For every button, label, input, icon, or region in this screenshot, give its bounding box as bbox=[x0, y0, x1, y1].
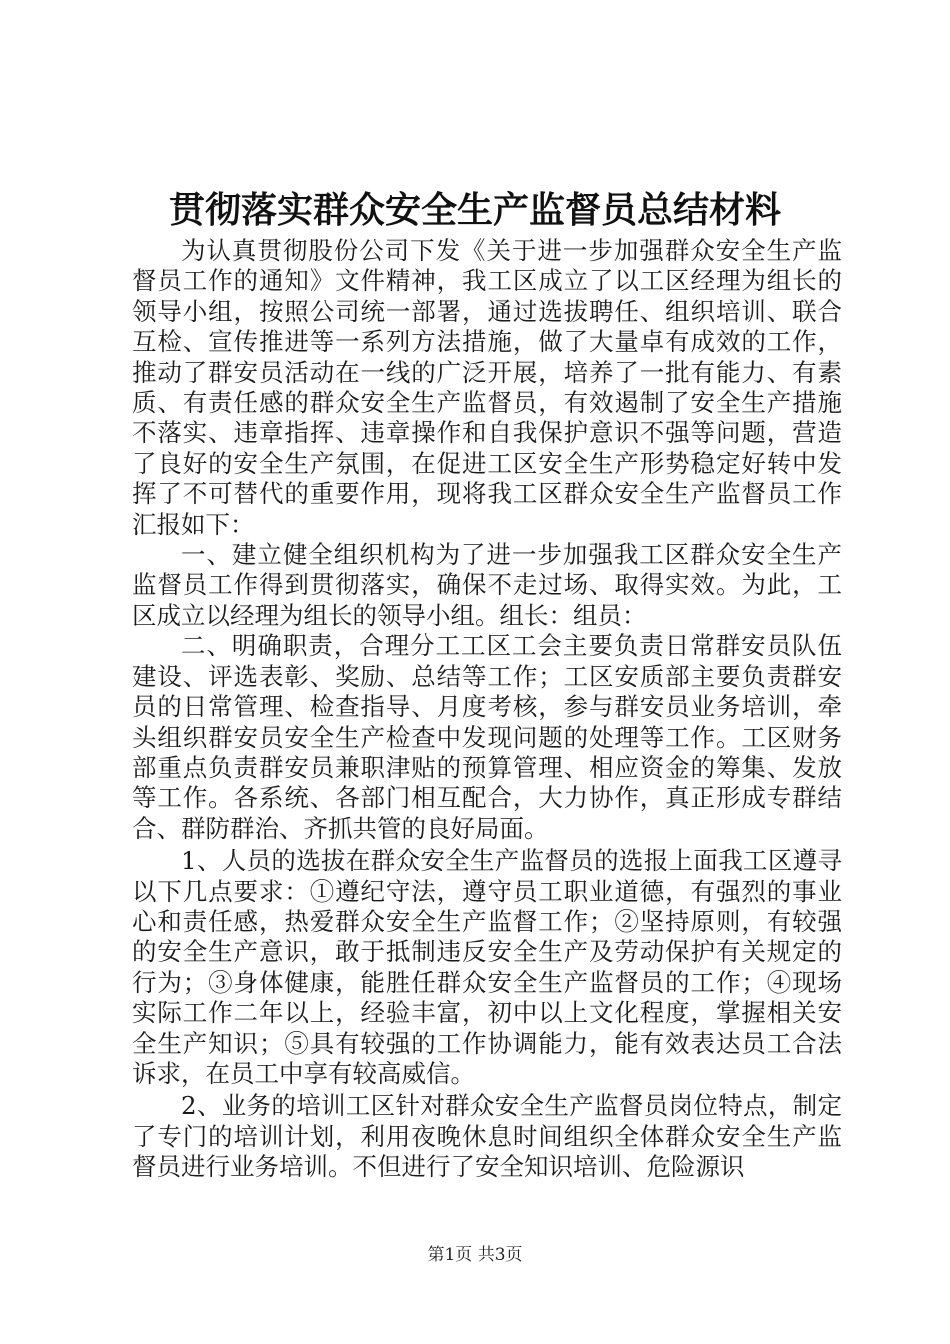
document-body bbox=[132, 236, 842, 1183]
paragraph-responsibilities: 二、明确职责，合理分工工区工会主要负责日常群安员队伍建设、评选表彰、奖励、总结等工作；工区安质部主要负责群安员的日常管理、检查指导、月度考核，参与群安员业务培训，牵头组织群安员安全生产检查中发现问题的处理等工作。工区财务部重点负责群安员兼职津贴的预算管理、相应资金的筹集、发放等工作。各系统、各部门相互配合，大力协作，真正形成专群结合、群防群治、齐抓共管的良好局面。 bbox=[132, 631, 842, 843]
paragraph-organization: 一、建立健全组织机构为了进一步加强我工区群众安全生产监督员工作得到贯彻落实，确保不走过场、取得实效。为此，工区成立以经理为组长的领导小组。组长：组员： bbox=[132, 540, 842, 630]
page-number-footer: 第1页 共3页 bbox=[427, 1245, 523, 1265]
paragraph-selection: 1、人员的选拔在群众安全生产监督员的选报上面我工区遵寻以下几点要求：①遵纪守法，遵守员工职业道德，有强烈的事业心和责任感，热爱群众安全生产监督工作；②坚持原则，有较强的安全生产意识，敢于抵制违反安全生产及劳动保护有关规定的行为；③身体健康，能胜任群众安全生产监督员的工作；④现场实际工作二年以上，经验丰富，初中以上文化程度，掌握相关安全生产知识；⑤具有较强的工作协调能力，能有效表达员工合法诉求，在员工中享有较高威信。 bbox=[132, 846, 842, 1088]
paragraph-intro: 为认真贯彻股份公司下发《关于进一步加强群众安全生产监督员工作的通知》文件精神，我工区成立了以工区经理为组长的领导小组，按照公司统一部署，通过选拔聘任、组织培训、联合互检、宣传推进等一系列方法措施，做了大量卓有成效的工作，推动了群安员活动在一线的广泛开展，培养了一批有能力、有素质、有责任感的群众安全生产监督员，有效遏制了安全生产措施不落实、违章指挥、违章操作和自我保护意识不强等问题，营造了良好的安全生产氛围，在促进工区安全生产形势稳定好转中发挥了不可替代的重要作用，现将我工区群众安全生产监督员工作汇报如下： bbox=[132, 236, 842, 539]
paragraph-training: 2、业务的培训工区针对群众安全生产监督员岗位特点，制定了专门的培训计划，利用夜晚休息时间组织全体群众安全生产监督员进行业务培训。不但进行了安全知识培训、危险源识 bbox=[132, 1091, 842, 1182]
document-title: 贯彻落实群众安全生产监督员总结材料 bbox=[168, 189, 781, 231]
